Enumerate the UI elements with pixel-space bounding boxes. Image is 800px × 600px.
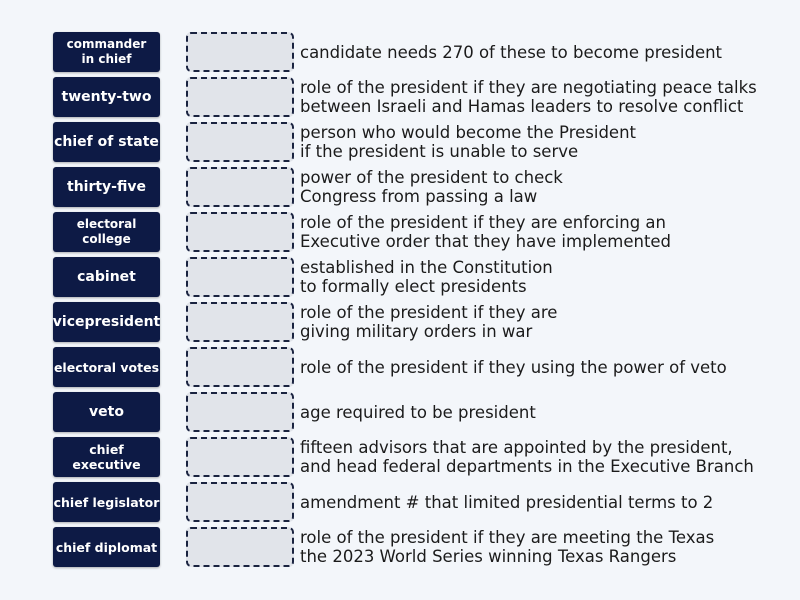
answer-tile[interactable]: electoral college — [53, 212, 160, 252]
match-row — [53, 392, 773, 432]
match-row — [53, 212, 773, 252]
clue-text: role of the president if they are enforcing an Executive order that they have implemented — [300, 213, 672, 251]
match-row — [53, 302, 773, 342]
drop-zone[interactable] — [186, 347, 294, 387]
answer-tile[interactable]: veto — [53, 392, 160, 432]
match-row — [53, 77, 773, 117]
answer-tile[interactable]: commander in chief — [53, 32, 160, 72]
match-row — [53, 527, 773, 567]
answer-tile[interactable]: chief diplomat — [53, 527, 160, 567]
answer-tile[interactable]: thirty-five — [53, 167, 160, 207]
answer-tile[interactable]: chief legislator — [53, 482, 160, 522]
drop-zone[interactable] — [186, 32, 294, 72]
clue-text: candidate needs 270 of these to become president — [300, 42, 723, 62]
drop-zone[interactable] — [186, 302, 294, 342]
match-row — [53, 122, 773, 162]
drop-zone[interactable] — [186, 392, 294, 432]
clue-text: amendment # that limited presidential terms to 2 — [300, 492, 714, 512]
clue-text: role of the president if they are meeting the Texas the 2023 World Series winning Texas Rangers — [300, 528, 715, 566]
match-row — [53, 347, 773, 387]
answer-tile[interactable]: vicepresident — [53, 302, 160, 342]
drop-zone[interactable] — [186, 257, 294, 297]
match-row — [53, 167, 773, 207]
clue-text: role of the president if they are giving military orders in war — [300, 303, 558, 341]
drop-zone[interactable] — [186, 122, 294, 162]
answer-tile[interactable]: electoral votes — [53, 347, 160, 387]
match-row — [53, 257, 773, 297]
answer-tile[interactable]: cabinet — [53, 257, 160, 297]
answer-tile[interactable]: chief of state — [53, 122, 160, 162]
clue-text: person who would become the President if the president is unable to serve — [300, 123, 636, 161]
drop-zone[interactable] — [186, 212, 294, 252]
match-row — [53, 482, 773, 522]
match-row — [53, 32, 773, 72]
drop-zone[interactable] — [186, 77, 294, 117]
clue-text: role of the president if they are negotiating peace talks between Israeli and Hamas leaders to resolve conflict — [300, 78, 757, 116]
drop-zone[interactable] — [186, 167, 294, 207]
answer-tile[interactable]: twenty-two — [53, 77, 160, 117]
drop-zone[interactable] — [186, 527, 294, 567]
match-row — [53, 437, 773, 477]
clue-text: power of the president to check Congress from passing a law — [300, 168, 563, 206]
drop-zone[interactable] — [186, 437, 294, 477]
answer-tile[interactable]: chief executive — [53, 437, 160, 477]
clue-text: fifteen advisors that are appointed by the president, and head federal departments in the Executive Branch — [300, 438, 754, 476]
clue-text: established in the Constitution to formally elect presidents — [300, 258, 553, 296]
drop-zone[interactable] — [186, 482, 294, 522]
clue-text: role of the president if they using the power of veto — [300, 357, 727, 377]
clue-text: age required to be president — [300, 402, 536, 422]
